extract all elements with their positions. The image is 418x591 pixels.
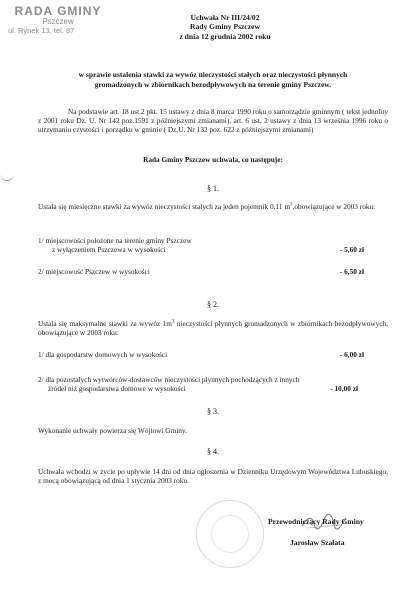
section-2-intro-b: nieczystości płynnych gromadzonych w zbiornikach bezodpływowych, obowiązujące w 2003 roku: bbox=[38, 319, 388, 337]
subject-line-2: gromadzonych w zbiornikach bezodpływowych na terenie gminy Pszczew. bbox=[94, 79, 332, 89]
section-2-item-2-line-2-row bbox=[38, 385, 388, 394]
section-1-item-2 bbox=[38, 268, 388, 277]
office-stamp bbox=[6, 4, 116, 36]
resolution-subject bbox=[38, 70, 388, 90]
section-1-item-1 bbox=[38, 237, 388, 255]
section-2-item-2-line-2: źródeł niż gospodarstwa domowe w wysokości bbox=[48, 383, 186, 393]
section-1-item-1-amount: - 5,60 zł bbox=[339, 244, 364, 254]
section-1-intro-b: ,obowiązujące w 2003 roku: bbox=[292, 202, 376, 211]
margin-mark bbox=[0, 174, 14, 181]
resolution-date: z dnia 12 grudnia 2002 roku bbox=[179, 31, 271, 41]
resolves-clause: Rada Gminy Pszczew uchwala, co następuje: bbox=[143, 155, 283, 164]
section-1-intro bbox=[38, 203, 388, 212]
stamp-line-1: RADA GMINY bbox=[14, 4, 102, 18]
subject-line-1: w sprawie ustalenia stawki za wywóz nieczystości stałych oraz nieczystości płynnych bbox=[78, 70, 348, 79]
section-2-item-2-amount: - 10,00 zł bbox=[330, 383, 358, 393]
resolution-body: Rady Gminy Pszczew bbox=[189, 22, 261, 32]
section-1-item-1-line-2-row bbox=[38, 246, 388, 255]
section-2-intro bbox=[38, 320, 388, 338]
section-2-item-1-amount: - 6,00 zł bbox=[339, 350, 364, 359]
section-1-intro-sup: 3 bbox=[290, 202, 293, 208]
section-2-intro-sup: 3 bbox=[171, 319, 175, 325]
stamp-line-2: Pszczew bbox=[42, 16, 74, 26]
section-2-item-1-line-1: 1/ dla gospodarstw domowych w wysokości bbox=[38, 350, 168, 359]
section-2-heading: § 2. bbox=[207, 300, 219, 309]
section-3-heading: § 3. bbox=[207, 407, 219, 416]
resolution-header bbox=[150, 13, 300, 41]
signatory-name: Jarosław Szałata bbox=[290, 538, 345, 547]
section-2-intro-a: Ustala się maksymalne stawki za wywóz 1m bbox=[38, 319, 172, 328]
section-3-text: Wykonanie uchwały powierza się Wójtowi Gminy. bbox=[38, 426, 187, 435]
section-1-intro-a: Ustala się miesięczne stawki za wywóz nieczystości stałych za jeden pojemnik 0,11 m bbox=[38, 202, 290, 211]
section-1-item-1-line-2: z wyłączeniem Pszczewa w wysokości bbox=[52, 244, 166, 254]
section-4-heading: § 4. bbox=[207, 447, 219, 456]
section-1-item-1-line-1: 1/ miejscowości położone na terenie gminy Pszczew bbox=[38, 236, 192, 245]
preamble: Na podstawie art. 18 ust.2 pkt. 15 ustawy z dnia 8 marca 1990 roku o samorządzie gminnym ( tekst jednolity z 2001 roku Dz. U. Nr 142 poz.1591 z późniejszymi zmianami), art. 6 ust. 2 ustawy z dnia 13 września 1996 roku o utrzymaniu czystości i porządku w gminie ( Dz.U. Nr 132 poz. 622 z późniejszymi zmianami) bbox=[38, 107, 388, 134]
section-2-item-1 bbox=[38, 351, 388, 360]
section-4-text: Uchwała wchodzi w życie po upływie 14 dni od dnia ogłoszenia w Dzienniku Urzędowym Województwa Lubuskiego, z mocą obowiązującą od dnia 1 stycznia 2003 roku. bbox=[38, 467, 388, 485]
section-1-item-2-line-1: 2/ miejscowość Pszczew w wysokości bbox=[38, 267, 150, 276]
section-2-item-2 bbox=[38, 376, 388, 394]
round-seal-inner bbox=[211, 515, 249, 553]
resolution-title: Uchwała Nr III/24/02 bbox=[190, 13, 260, 22]
section-2-item-2-line-1: 2/ dla pozostałych wytwórców-dostawców nieczystości płynnych pochodzących z innych bbox=[38, 375, 300, 384]
signatory-role: Przewodniczący Rady Gminy bbox=[268, 517, 364, 526]
section-1-item-2-amount: - 6,50 zł bbox=[339, 267, 364, 276]
stamp-line-3: ul. Rynek 13, tel. 87 bbox=[8, 26, 75, 36]
section-1-heading: § 1. bbox=[207, 184, 219, 193]
